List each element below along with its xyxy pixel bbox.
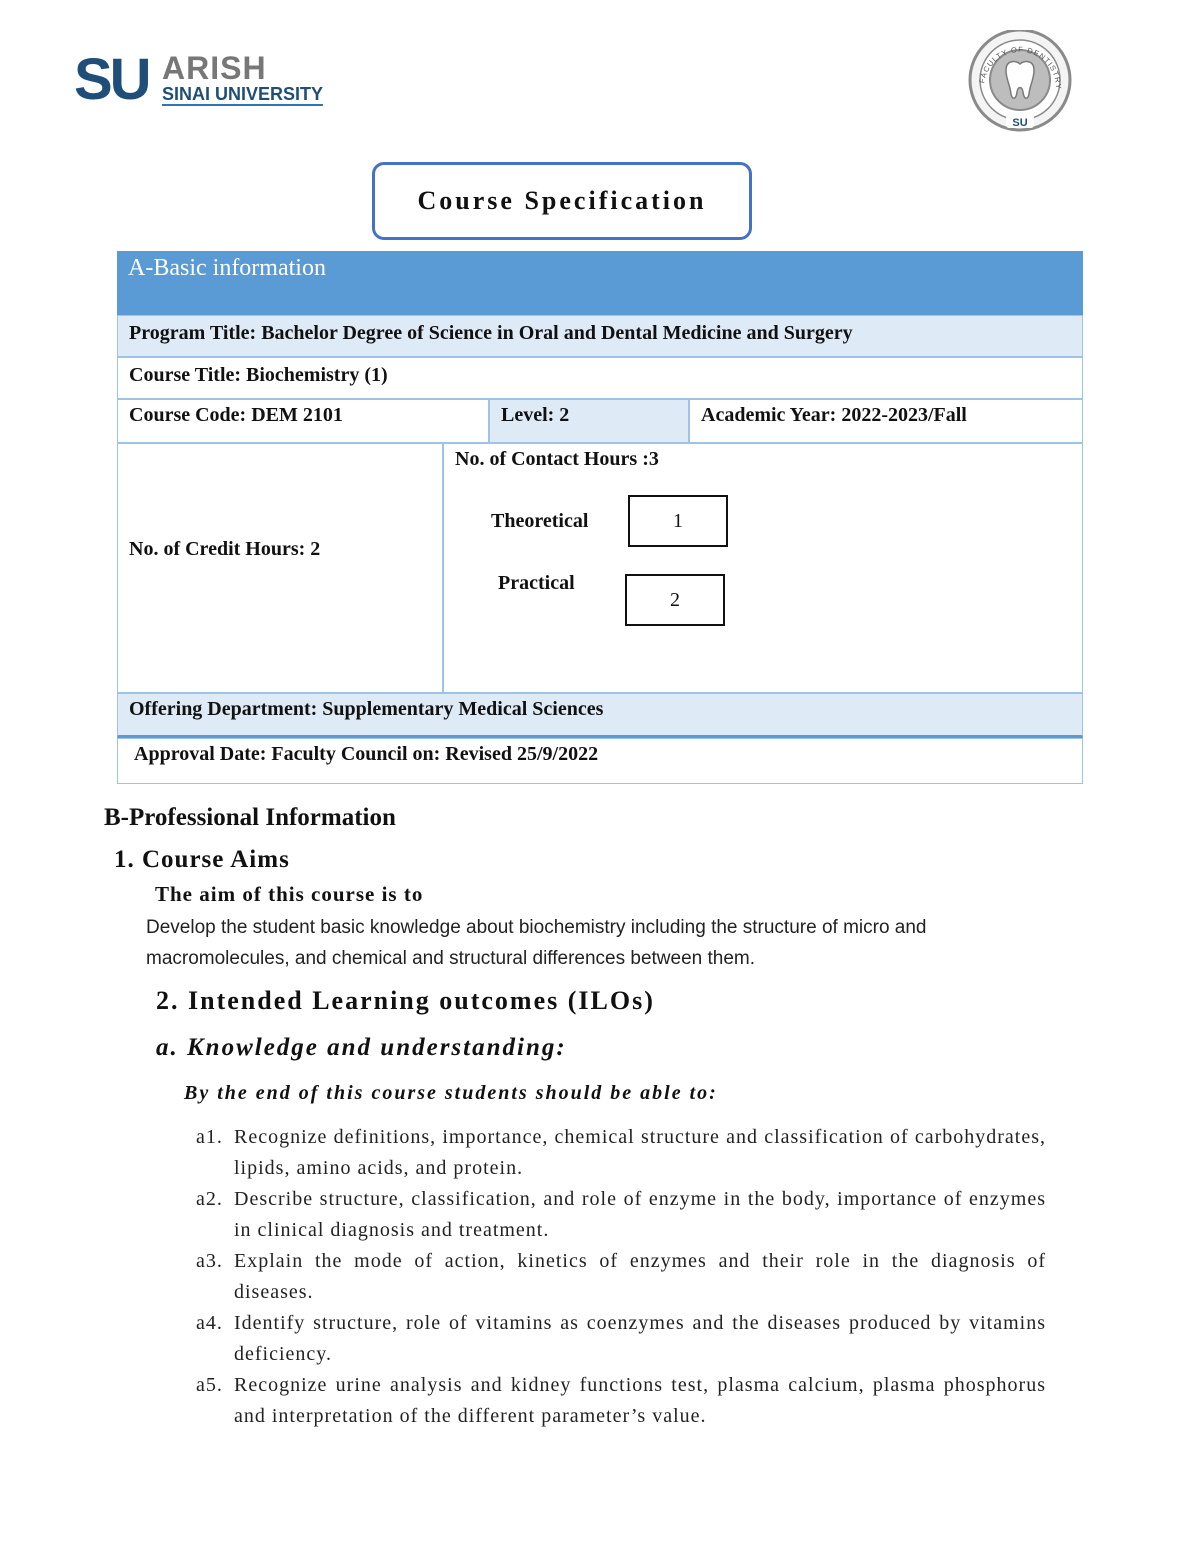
ilo-text: Explain the mode of action, kinetics of enzymes and their role in the diagnosis of diseases. xyxy=(234,1250,1046,1303)
hours-row xyxy=(117,443,1083,693)
logo-mark: SU xyxy=(74,47,149,112)
ilo-text: Recognize definitions, importance, chemical structure and classification of carbohydrates, lipids, amino acids, and protein. xyxy=(234,1126,1046,1179)
ilos-intro: By the end of this course students should be able to: xyxy=(184,1082,718,1104)
ilo-text: Recognize urine analysis and kidney functions test, plasma calcium, plasma phosphorus and interpretation of the different parameter’s value. xyxy=(234,1374,1046,1427)
contact-hours: No. of Contact Hours :3 xyxy=(455,448,659,470)
theoretical-hours-value: 1 xyxy=(628,495,728,547)
credit-hours-cell xyxy=(117,443,443,693)
program-title-row xyxy=(117,315,1083,357)
professional-info-heading: B-Professional Information xyxy=(104,804,396,831)
faculty-seal-icon xyxy=(962,30,1078,134)
knowledge-heading: a. Knowledge and understanding: xyxy=(156,1034,567,1061)
academic-year: Academic Year: 2022-2023/Fall xyxy=(689,399,1083,443)
credit-hours: No. of Credit Hours: 2 xyxy=(129,538,321,560)
list-item xyxy=(196,1122,1046,1184)
course-aims-heading: 1. Course Aims xyxy=(114,846,290,873)
practical-hours-value: 2 xyxy=(625,574,725,626)
ilo-code: a2. xyxy=(196,1188,223,1210)
list-item xyxy=(196,1184,1046,1246)
list-item xyxy=(196,1370,1046,1432)
university-logo xyxy=(74,47,344,112)
course-level: Level: 2 xyxy=(489,399,689,443)
seal-mark: SU xyxy=(1012,117,1028,129)
list-item xyxy=(196,1308,1046,1370)
logo-name-bottom: SINAI UNIVERSITY xyxy=(162,84,324,104)
ilo-list xyxy=(196,1122,1046,1432)
ilo-code: a1. xyxy=(196,1126,223,1148)
ilo-code: a5. xyxy=(196,1374,223,1396)
offering-department: Offering Department: Supplementary Medical Sciences xyxy=(129,698,604,720)
department-row xyxy=(117,693,1083,738)
ilo-code: a4. xyxy=(196,1312,223,1334)
list-item xyxy=(196,1246,1046,1308)
contact-hours-cell xyxy=(443,443,1083,693)
aims-text: Develop the student basic knowledge about biochemistry including the structure of micro and macromolecules, and chemical and structural differences between them. xyxy=(146,917,927,969)
program-title: Program Title: Bachelor Degree of Science in Oral and Dental Medicine and Surgery xyxy=(129,322,853,344)
ilos-heading: 2. Intended Learning outcomes (ILOs) xyxy=(156,986,655,1015)
course-code: Course Code: DEM 2101 xyxy=(117,399,489,443)
aims-lead: The aim of this course is to xyxy=(155,882,424,906)
course-title-row xyxy=(117,357,1083,399)
ilo-text: Describe structure, classification, and role of enzyme in the body, importance of enzymes in clinical diagnosis and treatment. xyxy=(234,1188,1046,1241)
course-title: Course Title: Biochemistry (1) xyxy=(129,364,388,386)
theoretical-label: Theoretical xyxy=(491,510,589,532)
logo-name-top: ARISH xyxy=(162,50,267,86)
ilo-text: Identify structure, role of vitamins as coenzymes and the diseases produced by vitamins deficiency. xyxy=(234,1312,1046,1365)
page-title: Course Specification xyxy=(372,162,752,240)
ilo-code: a3. xyxy=(196,1250,223,1272)
seal-ring-text: FACULTY OF DENTISTRY xyxy=(977,44,1064,90)
basic-info-heading: A-Basic information xyxy=(117,251,1083,315)
approval-row xyxy=(117,738,1083,784)
approval-date: Approval Date: Faculty Council on: Revised 25/9/2022 xyxy=(134,743,599,765)
practical-label: Practical xyxy=(498,572,575,594)
course-code-row xyxy=(117,399,1083,443)
